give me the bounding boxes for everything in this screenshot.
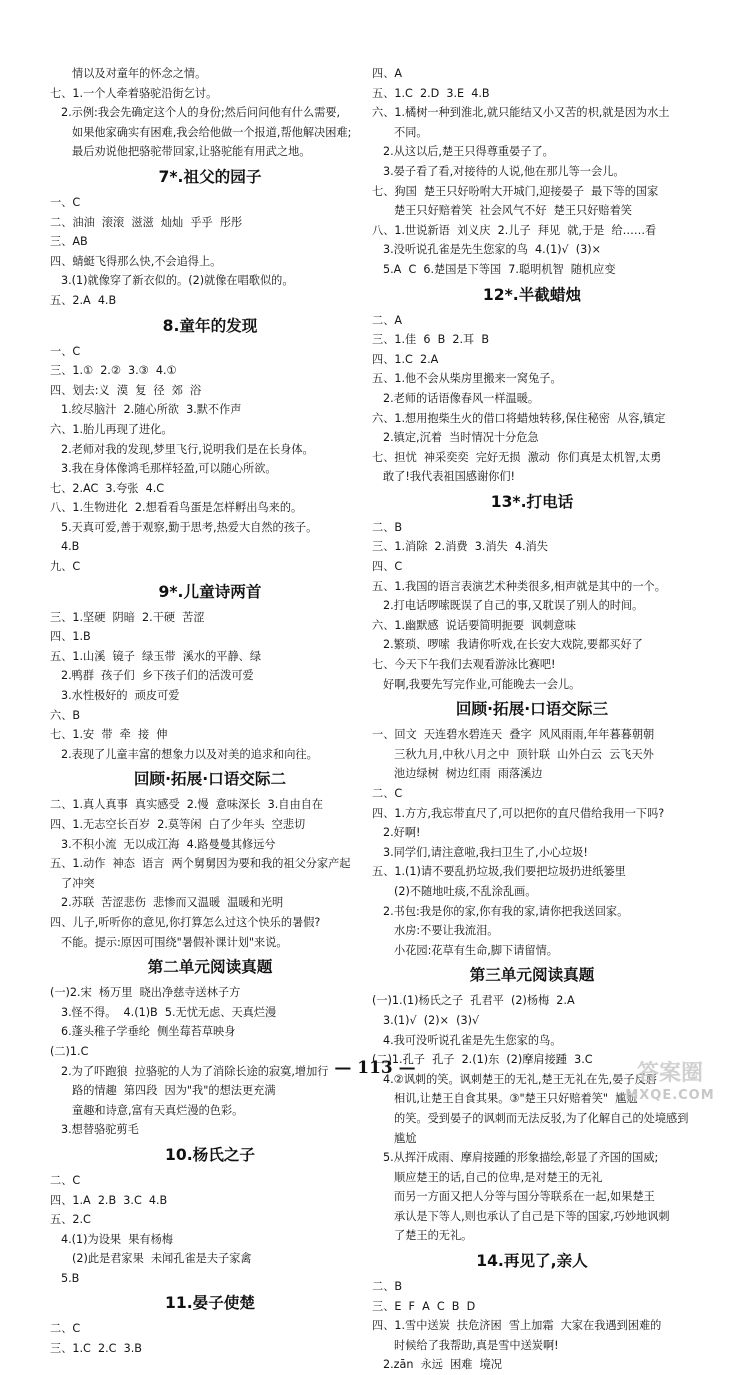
answer-line: 三、1.① 2.② 3.③ 4.① bbox=[50, 364, 177, 378]
answer-line: 一、回文 天连碧水碧连天 叠字 风风雨雨,年年暮暮朝朝 bbox=[372, 728, 655, 742]
answer-line: 童趣和诗意,富有天真烂漫的色彩。 bbox=[72, 1103, 244, 1117]
answer-line: 五、1.他不会从柴房里搬来一窝兔子。 bbox=[372, 372, 562, 386]
section-heading: 第三单元阅读真题 bbox=[469, 966, 595, 985]
answer-line: 六、1.幽默感 说话要简明扼要 讽刺意味 bbox=[372, 618, 576, 632]
answer-line: (二)1.孔子 孔子 2.(1)东 (2)摩肩接踵 3.C bbox=[372, 1053, 593, 1067]
answer-line: 四、C bbox=[372, 560, 403, 574]
answer-line: 七、担忧 神采奕奕 完好无损 激动 你们真是太机智,太勇 bbox=[372, 450, 662, 464]
answer-line: (一)1.(1)杨氏之子 孔君平 (2)杨梅 2.A bbox=[372, 994, 575, 1008]
answer-line: 4.(1)为设果 果有杨梅 bbox=[61, 1232, 173, 1246]
answer-line: 2.镇定,沉着 当时情况十分危急 bbox=[383, 431, 539, 445]
answer-line: 3.不积小流 无以成江海 4.路曼曼其修远兮 bbox=[61, 837, 276, 851]
answer-line: 相讥,让楚王自食其果。③"楚王只好赔着笑" 尴尬 bbox=[394, 1092, 638, 1106]
section-heading: 12*.半截蜡烛 bbox=[482, 285, 582, 304]
answer-line: 5.天真可爱,善于观察,勤于思考,热爱大自然的孩子。 bbox=[61, 520, 318, 534]
answer-line: 小花园:花草有生命,脚下请留情。 bbox=[394, 943, 558, 957]
answer-line: 水房:不要让我流泪。 bbox=[394, 924, 499, 938]
answer-line: 池边绿树 树边红雨 雨落溪边 bbox=[394, 767, 543, 781]
left-column bbox=[50, 64, 370, 1359]
answer-line: 三、1.佳 6 B 2.耳 B bbox=[372, 333, 490, 347]
answer-line: 5.B bbox=[61, 1271, 80, 1285]
answer-line: 六、B bbox=[50, 708, 81, 722]
answer-line: 二、C bbox=[372, 787, 403, 800]
answer-line: 6.蓬头稚子学垂纶 侧坐莓苔草映身 bbox=[61, 1025, 236, 1039]
answer-line: 不同。 bbox=[394, 125, 428, 139]
section-heading: 11.晏子使楚 bbox=[165, 1294, 255, 1313]
answer-line: 1.绞尽脑汁 2.随心所欲 3.默不作声 bbox=[61, 403, 242, 417]
answer-line: 5.A C 6.楚国是下等国 7.聪明机智 随机应变 bbox=[383, 262, 616, 276]
section-heading: 第二单元阅读真题 bbox=[147, 958, 273, 977]
answer-line: (2)不随地吐痰,不乱涂乱画。 bbox=[394, 884, 537, 898]
answer-line: 好啊,我要先写完作业,可能晚去一会儿。 bbox=[383, 677, 581, 691]
answer-line: 九、C bbox=[50, 560, 81, 574]
answer-line: 了冲突 bbox=[61, 876, 95, 890]
answer-line: 2.表现了儿童丰富的想象力以及对美的追求和向往。 bbox=[61, 747, 318, 761]
section-heading: 10.杨氏之子 bbox=[165, 1145, 255, 1164]
section-heading: 9*.儿童诗两首 bbox=[158, 582, 262, 601]
answer-line: 顺应楚王的话,自己的位卑,是对楚王的无礼 bbox=[394, 1170, 603, 1184]
answer-line: 2.书包:我是你的家,你有我的家,请你把我送回家。 bbox=[383, 904, 629, 918]
answer-line: 三、1.消除 2.消费 3.消失 4.消失 bbox=[372, 540, 548, 554]
answer-line: 4.②讽刺的笑。讽刺楚王的无礼,楚王无礼在先,晏子反唇 bbox=[383, 1072, 657, 1086]
section-heading: 7*.祖父的园子 bbox=[158, 167, 262, 186]
answer-line: 三、1.坚硬 阴暗 2.干硬 苦涩 bbox=[50, 610, 205, 624]
answer-line: 2.老师的话语像春风一样温暖。 bbox=[383, 391, 540, 405]
answer-line: 敢了!我代表祖国感谢你们! bbox=[383, 470, 516, 484]
answer-line: 四、A bbox=[372, 67, 403, 80]
page-number: — 113 — bbox=[334, 1058, 416, 1078]
answer-line: 3.晏子看了看,对接待的人说,他在那儿等一会儿。 bbox=[383, 164, 625, 178]
section-heading: 13*.打电话 bbox=[490, 492, 574, 511]
answer-line: 4.B bbox=[61, 540, 80, 554]
answer-line: 五、1.C 2.D 3.E 4.B bbox=[372, 86, 490, 100]
answer-line: 3.(1)就像穿了新衣似的。(2)就像在唱歌似的。 bbox=[61, 274, 294, 288]
answer-line: 楚王只好赔着笑 社会风气不好 楚王只好赔着笑 bbox=[394, 204, 632, 218]
answer-line: 四、1.方方,我忘带直尺了,可以把你的直尺借给我用一下吗? bbox=[372, 806, 665, 820]
answer-line: 3.想替骆驼剪毛 bbox=[61, 1123, 139, 1137]
watermark-mark: 答案圈 bbox=[636, 1061, 703, 1086]
answer-line: 三秋九月,中秋八月之中 顶针联 山外白云 云飞天外 bbox=[394, 747, 654, 761]
answer-line: 五、1.(1)请不要乱扔垃圾,我们要把垃圾扔进纸篓里 bbox=[372, 865, 626, 879]
answer-line: 六、1.橘树一种到淮北,就只能结又小又苦的枳,就是因为水土 bbox=[372, 106, 670, 120]
answer-line: 如果他家确实有困难,我会给他做一个报道,帮他解决困难; bbox=[72, 125, 352, 139]
answer-line: 3.怪不得。 4.(1)B 5.无忧无虑、天真烂漫 bbox=[61, 1005, 277, 1019]
answer-line: 二、B bbox=[372, 1280, 403, 1294]
section-heading: 回顾·拓展·口语交际二 bbox=[133, 770, 287, 789]
answer-line: 2.为了吓跑狼 拉骆驼的人为了消除长途的寂寞,增加行 bbox=[61, 1064, 329, 1078]
answer-line: 5.从挥汗成雨、摩肩接踵的形象描绘,彰显了齐国的国威; bbox=[383, 1151, 659, 1165]
section-heading: 8.童年的发现 bbox=[162, 316, 258, 335]
answer-line: 六、1.胎儿再现了进化。 bbox=[50, 422, 173, 436]
answer-line: 七、2.AC 3.夸张 4.C bbox=[50, 481, 165, 495]
answer-line: 尴尬 bbox=[394, 1131, 417, 1145]
answer-line: 3.我在身体像鸿毛那样轻盈,可以随心所欲。 bbox=[61, 462, 277, 476]
answer-line: 四、1.C 2.A bbox=[372, 352, 439, 366]
answer-line: 时候给了我帮助,真是雪中送炭啊! bbox=[394, 1338, 559, 1352]
answer-line: 四、划去:义 漠 复 径 郊 浴 bbox=[50, 383, 202, 397]
answer-line: 二、C bbox=[50, 1322, 81, 1336]
answer-line: 七、今天下午我们去观看游泳比赛吧! bbox=[372, 658, 556, 672]
answer-line: 三、E F A C B D bbox=[372, 1299, 476, 1313]
answer-line: 七、狗国 楚王只好吩咐大开城门,迎接晏子 最下等的国家 bbox=[372, 184, 659, 198]
answer-line: 四、1.A 2.B 3.C 4.B bbox=[50, 1193, 168, 1207]
answer-line: 情以及对童年的怀念之情。 bbox=[72, 67, 207, 80]
answer-line: 二、1.真人真事 真实感受 2.慢 意味深长 3.自由自在 bbox=[50, 798, 324, 812]
answer-line: 二、油油 滚滚 滋滋 灿灿 乎乎 彤彤 bbox=[50, 215, 243, 229]
answer-line: 2.老师对我的发现,梦里飞行,说明我们是在长身体。 bbox=[61, 442, 314, 456]
answer-line: 七、1.一个人牵着骆驼沿街乞讨。 bbox=[50, 86, 218, 100]
watermark-url: MXQE.COM bbox=[625, 1088, 715, 1103]
answer-line: 二、A bbox=[372, 313, 403, 327]
section-heading: 14.再见了,亲人 bbox=[476, 1252, 588, 1271]
answer-line: 一、C bbox=[50, 344, 81, 358]
answer-line: 七、1.安 带 牵 接 伸 bbox=[50, 728, 168, 742]
answer-line: 承认是下等人,则也承认了自己是下等的国家,巧妙地讽刺 bbox=[394, 1209, 670, 1223]
answer-line: 八、1.世说新语 刘义庆 2.儿子 拜见 就,于是 给……看 bbox=[372, 223, 657, 237]
answer-line: 二、C bbox=[50, 1173, 81, 1187]
answer-line: 2.示例:我会先确定这个人的身份;然后问问他有什么需要, bbox=[61, 106, 341, 120]
answer-line: 最后劝说他把骆驼带回家,让骆驼能有用武之地。 bbox=[72, 145, 311, 159]
answer-line: 四、儿子,听听你的意见,你打算怎么过这个快乐的暑假? bbox=[50, 915, 321, 929]
answer-line: 2.苏联 苦涩悲伤 悲惨而又温暖 温暖和光明 bbox=[61, 896, 284, 910]
answer-line: 五、1.动作 神态 语言 两个舅舅因为要和我的祖父分家产起 bbox=[50, 857, 351, 871]
answer-line: 2.从这以后,楚王只得尊重晏子了。 bbox=[383, 145, 554, 159]
answer-line: 2.打电话啰嗦既误了自己的事,又耽误了别人的时间。 bbox=[383, 599, 644, 613]
watermark-logo bbox=[600, 1060, 740, 1104]
answer-line: 五、2.C bbox=[50, 1213, 91, 1227]
answer-line: 2.好啊! bbox=[383, 826, 421, 840]
answer-line: 不能。提示:原因可围绕"暑假补课计划"来说。 bbox=[61, 935, 288, 949]
answer-line: (二)1.C bbox=[50, 1044, 89, 1058]
section-heading: 回顾·拓展·口语交际三 bbox=[455, 700, 609, 719]
answer-line: 路的情趣 第四段 因为"我"的想法更充满 bbox=[72, 1084, 276, 1098]
answer-line: 五、1.山溪 镜子 绿玉带 溪水的平静、绿 bbox=[50, 649, 262, 663]
answer-line: 四、1.雪中送炭 扶危济困 雪上加霜 大家在我遇到困难的 bbox=[372, 1319, 662, 1333]
answer-line: 二、B bbox=[372, 520, 403, 534]
answer-line: 四、蜻蜓飞得那么快,不会追得上。 bbox=[50, 254, 222, 268]
answer-line: (一)2.宋 杨万里 晓出净慈寺送林子方 bbox=[50, 986, 241, 1000]
answer-line: 五、2.A 4.B bbox=[50, 293, 117, 307]
answer-line: (2)此是君家果 未闻孔雀是夫子家禽 bbox=[72, 1252, 252, 1266]
answer-line: 八、1.生物进化 2.想看看鸟蛋是怎样孵出鸟来的。 bbox=[50, 501, 303, 515]
answer-line: 六、1.想用抱柴生火的借口将蜡烛转移,保住秘密 从容,镇定 bbox=[372, 411, 666, 425]
answer-line: 三、AB bbox=[50, 235, 88, 249]
answer-line: 3.同学们,请注意啦,我扫卫生了,小心垃圾! bbox=[383, 845, 588, 859]
right-column bbox=[372, 64, 692, 1375]
answer-line: 2.繁琐、啰嗦 我请你听戏,在长安大戏院,要都买好了 bbox=[383, 638, 643, 652]
answer-line: 四、1.无志空长百岁 2.莫等闲 白了少年头 空悲切 bbox=[50, 818, 306, 831]
answer-line: 2.鸭群 孩子们 乡下孩子们的活泼可爱 bbox=[61, 669, 254, 683]
answer-line: 四、1.B bbox=[50, 630, 91, 644]
answer-line: 4.我可没听说孔雀是先生您家的鸟。 bbox=[383, 1033, 562, 1047]
answer-line: 一、C bbox=[50, 195, 81, 209]
answer-line: 2.zān 永远 困难 境况 bbox=[383, 1358, 502, 1372]
answer-line: 3.没听说孔雀是先生您家的鸟 4.(1)√ (3)× bbox=[383, 243, 602, 257]
answer-line: 三、1.C 2.C 3.B bbox=[50, 1342, 142, 1356]
answer-line: 的笑。受到晏子的讽刺而无法反驳,为了化解自己的处境感到 bbox=[394, 1111, 689, 1125]
answer-line: 3.(1)√ (2)× (3)√ bbox=[383, 1013, 480, 1027]
answer-line: 3.水性极好的 顽皮可爱 bbox=[61, 689, 180, 703]
answer-line: 五、1.我国的语言表演艺术种类很多,相声就是其中的一个。 bbox=[372, 579, 666, 593]
answer-line: 了楚王的无礼。 bbox=[394, 1229, 473, 1243]
answer-line: 而另一方面又把人分等与国分等联系在一起,如果楚王 bbox=[394, 1190, 655, 1204]
